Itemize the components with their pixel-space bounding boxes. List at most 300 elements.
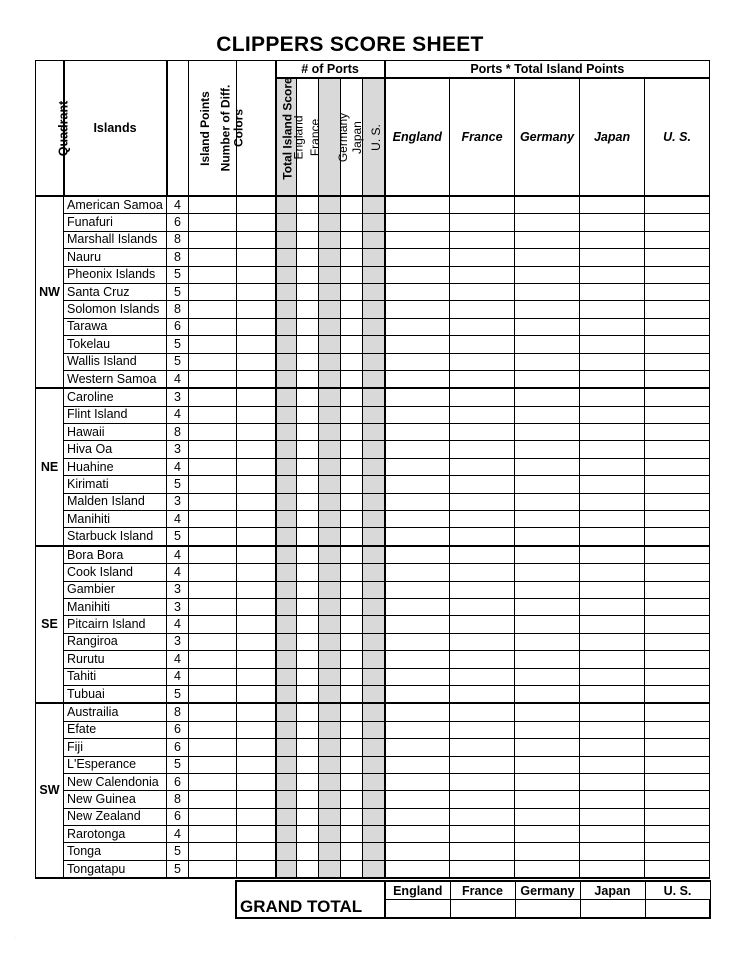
score-cell-england[interactable] — [385, 370, 450, 388]
ports-cell-u-s[interactable] — [363, 791, 385, 808]
score-cell-england[interactable] — [385, 685, 450, 703]
score-cell-england[interactable] — [385, 598, 450, 615]
score-cell-germany[interactable] — [515, 616, 580, 633]
score-cell-u-s[interactable] — [645, 476, 710, 493]
diff-colors-cell[interactable] — [189, 739, 237, 756]
score-cell-japan[interactable] — [580, 843, 645, 860]
score-cell-england[interactable] — [385, 353, 450, 370]
score-cell-u-s[interactable] — [645, 231, 710, 248]
total-island-score-cell[interactable] — [237, 196, 276, 214]
score-cell-germany[interactable] — [515, 406, 580, 423]
ports-cell-england[interactable] — [276, 739, 297, 756]
ports-cell-france[interactable] — [297, 283, 319, 300]
score-cell-u-s[interactable] — [645, 843, 710, 860]
score-cell-england[interactable] — [385, 424, 450, 441]
total-island-score-cell[interactable] — [237, 406, 276, 423]
score-cell-u-s[interactable] — [645, 703, 710, 721]
ports-cell-england[interactable] — [276, 406, 297, 423]
ports-cell-u-s[interactable] — [363, 424, 385, 441]
score-cell-england[interactable] — [385, 860, 450, 878]
score-cell-france[interactable] — [450, 441, 515, 458]
ports-cell-japan[interactable] — [341, 808, 363, 825]
score-cell-u-s[interactable] — [645, 249, 710, 266]
score-cell-england[interactable] — [385, 703, 450, 721]
ports-cell-u-s[interactable] — [363, 231, 385, 248]
ports-cell-france[interactable] — [297, 773, 319, 790]
ports-cell-japan[interactable] — [341, 685, 363, 703]
ports-cell-england[interactable] — [276, 633, 297, 650]
total-island-score-cell[interactable] — [237, 231, 276, 248]
ports-cell-germany[interactable] — [319, 633, 341, 650]
ports-cell-england[interactable] — [276, 441, 297, 458]
ports-cell-japan[interactable] — [341, 860, 363, 878]
score-cell-england[interactable] — [385, 301, 450, 318]
ports-cell-england[interactable] — [276, 773, 297, 790]
total-island-score-cell[interactable] — [237, 668, 276, 685]
ports-cell-france[interactable] — [297, 424, 319, 441]
grand-total-cell-england[interactable] — [385, 900, 450, 919]
ports-cell-england[interactable] — [276, 721, 297, 738]
score-cell-germany[interactable] — [515, 633, 580, 650]
ports-cell-france[interactable] — [297, 370, 319, 388]
ports-cell-france[interactable] — [297, 249, 319, 266]
total-island-score-cell[interactable] — [237, 441, 276, 458]
diff-colors-cell[interactable] — [189, 651, 237, 668]
ports-cell-england[interactable] — [276, 266, 297, 283]
ports-cell-england[interactable] — [276, 476, 297, 493]
ports-cell-germany[interactable] — [319, 441, 341, 458]
score-cell-france[interactable] — [450, 546, 515, 564]
score-cell-japan[interactable] — [580, 214, 645, 231]
score-cell-u-s[interactable] — [645, 196, 710, 214]
score-cell-england[interactable] — [385, 476, 450, 493]
ports-cell-germany[interactable] — [319, 214, 341, 231]
ports-cell-japan[interactable] — [341, 301, 363, 318]
score-cell-japan[interactable] — [580, 231, 645, 248]
ports-cell-france[interactable] — [297, 458, 319, 475]
diff-colors-cell[interactable] — [189, 703, 237, 721]
ports-cell-japan[interactable] — [341, 196, 363, 214]
score-cell-u-s[interactable] — [645, 860, 710, 878]
score-cell-germany[interactable] — [515, 546, 580, 564]
ports-cell-japan[interactable] — [341, 721, 363, 738]
ports-cell-germany[interactable] — [319, 721, 341, 738]
score-cell-u-s[interactable] — [645, 598, 710, 615]
diff-colors-cell[interactable] — [189, 476, 237, 493]
ports-cell-england[interactable] — [276, 685, 297, 703]
total-island-score-cell[interactable] — [237, 283, 276, 300]
score-cell-germany[interactable] — [515, 476, 580, 493]
score-cell-u-s[interactable] — [645, 564, 710, 581]
score-cell-england[interactable] — [385, 214, 450, 231]
ports-cell-france[interactable] — [297, 441, 319, 458]
score-cell-japan[interactable] — [580, 598, 645, 615]
score-cell-u-s[interactable] — [645, 808, 710, 825]
ports-cell-france[interactable] — [297, 598, 319, 615]
score-cell-u-s[interactable] — [645, 739, 710, 756]
ports-cell-japan[interactable] — [341, 564, 363, 581]
diff-colors-cell[interactable] — [189, 441, 237, 458]
score-cell-france[interactable] — [450, 616, 515, 633]
ports-cell-germany[interactable] — [319, 668, 341, 685]
ports-cell-germany[interactable] — [319, 249, 341, 266]
ports-cell-england[interactable] — [276, 791, 297, 808]
ports-cell-u-s[interactable] — [363, 196, 385, 214]
score-cell-germany[interactable] — [515, 685, 580, 703]
ports-cell-france[interactable] — [297, 633, 319, 650]
score-cell-france[interactable] — [450, 511, 515, 528]
score-cell-japan[interactable] — [580, 301, 645, 318]
score-cell-u-s[interactable] — [645, 633, 710, 650]
score-cell-france[interactable] — [450, 773, 515, 790]
score-cell-japan[interactable] — [580, 353, 645, 370]
ports-cell-japan[interactable] — [341, 266, 363, 283]
ports-cell-france[interactable] — [297, 564, 319, 581]
ports-cell-u-s[interactable] — [363, 511, 385, 528]
ports-cell-u-s[interactable] — [363, 564, 385, 581]
ports-cell-england[interactable] — [276, 424, 297, 441]
total-island-score-cell[interactable] — [237, 528, 276, 546]
score-cell-germany[interactable] — [515, 860, 580, 878]
ports-cell-germany[interactable] — [319, 564, 341, 581]
diff-colors-cell[interactable] — [189, 581, 237, 598]
score-cell-germany[interactable] — [515, 301, 580, 318]
total-island-score-cell[interactable] — [237, 353, 276, 370]
score-cell-u-s[interactable] — [645, 581, 710, 598]
ports-cell-germany[interactable] — [319, 616, 341, 633]
ports-cell-france[interactable] — [297, 685, 319, 703]
score-cell-france[interactable] — [450, 528, 515, 546]
score-cell-germany[interactable] — [515, 773, 580, 790]
diff-colors-cell[interactable] — [189, 860, 237, 878]
total-island-score-cell[interactable] — [237, 318, 276, 335]
ports-cell-france[interactable] — [297, 318, 319, 335]
ports-cell-u-s[interactable] — [363, 301, 385, 318]
ports-cell-germany[interactable] — [319, 826, 341, 843]
score-cell-japan[interactable] — [580, 739, 645, 756]
ports-cell-u-s[interactable] — [363, 651, 385, 668]
score-cell-japan[interactable] — [580, 511, 645, 528]
diff-colors-cell[interactable] — [189, 528, 237, 546]
score-cell-germany[interactable] — [515, 424, 580, 441]
ports-cell-u-s[interactable] — [363, 581, 385, 598]
ports-cell-japan[interactable] — [341, 424, 363, 441]
score-cell-germany[interactable] — [515, 721, 580, 738]
score-cell-japan[interactable] — [580, 826, 645, 843]
ports-cell-germany[interactable] — [319, 266, 341, 283]
ports-cell-germany[interactable] — [319, 791, 341, 808]
total-island-score-cell[interactable] — [237, 685, 276, 703]
ports-cell-england[interactable] — [276, 843, 297, 860]
score-cell-germany[interactable] — [515, 668, 580, 685]
score-cell-japan[interactable] — [580, 336, 645, 353]
ports-cell-france[interactable] — [297, 581, 319, 598]
ports-cell-germany[interactable] — [319, 301, 341, 318]
total-island-score-cell[interactable] — [237, 860, 276, 878]
ports-cell-germany[interactable] — [319, 685, 341, 703]
ports-cell-france[interactable] — [297, 616, 319, 633]
score-cell-japan[interactable] — [580, 318, 645, 335]
grand-total-cell-france[interactable] — [450, 900, 515, 919]
ports-cell-japan[interactable] — [341, 511, 363, 528]
total-island-score-cell[interactable] — [237, 791, 276, 808]
score-cell-germany[interactable] — [515, 808, 580, 825]
diff-colors-cell[interactable] — [189, 214, 237, 231]
ports-cell-france[interactable] — [297, 196, 319, 214]
score-cell-france[interactable] — [450, 266, 515, 283]
score-cell-england[interactable] — [385, 318, 450, 335]
score-cell-germany[interactable] — [515, 493, 580, 510]
ports-cell-u-s[interactable] — [363, 493, 385, 510]
ports-cell-france[interactable] — [297, 528, 319, 546]
ports-cell-japan[interactable] — [341, 633, 363, 650]
diff-colors-cell[interactable] — [189, 756, 237, 773]
score-cell-japan[interactable] — [580, 458, 645, 475]
diff-colors-cell[interactable] — [189, 511, 237, 528]
diff-colors-cell[interactable] — [189, 424, 237, 441]
ports-cell-germany[interactable] — [319, 283, 341, 300]
ports-cell-england[interactable] — [276, 808, 297, 825]
ports-cell-germany[interactable] — [319, 196, 341, 214]
ports-cell-england[interactable] — [276, 388, 297, 406]
ports-cell-germany[interactable] — [319, 598, 341, 615]
ports-cell-england[interactable] — [276, 231, 297, 248]
score-cell-u-s[interactable] — [645, 370, 710, 388]
score-cell-germany[interactable] — [515, 756, 580, 773]
score-cell-england[interactable] — [385, 493, 450, 510]
score-cell-u-s[interactable] — [645, 214, 710, 231]
ports-cell-japan[interactable] — [341, 370, 363, 388]
score-cell-france[interactable] — [450, 791, 515, 808]
total-island-score-cell[interactable] — [237, 739, 276, 756]
score-cell-japan[interactable] — [580, 860, 645, 878]
score-cell-u-s[interactable] — [645, 388, 710, 406]
ports-cell-england[interactable] — [276, 196, 297, 214]
ports-cell-u-s[interactable] — [363, 756, 385, 773]
ports-cell-england[interactable] — [276, 546, 297, 564]
score-cell-japan[interactable] — [580, 703, 645, 721]
score-cell-france[interactable] — [450, 598, 515, 615]
score-cell-england[interactable] — [385, 668, 450, 685]
score-cell-france[interactable] — [450, 388, 515, 406]
diff-colors-cell[interactable] — [189, 791, 237, 808]
score-cell-france[interactable] — [450, 685, 515, 703]
diff-colors-cell[interactable] — [189, 301, 237, 318]
score-cell-england[interactable] — [385, 721, 450, 738]
diff-colors-cell[interactable] — [189, 336, 237, 353]
score-cell-france[interactable] — [450, 458, 515, 475]
total-island-score-cell[interactable] — [237, 721, 276, 738]
total-island-score-cell[interactable] — [237, 564, 276, 581]
ports-cell-u-s[interactable] — [363, 266, 385, 283]
ports-cell-u-s[interactable] — [363, 318, 385, 335]
score-cell-germany[interactable] — [515, 318, 580, 335]
score-cell-germany[interactable] — [515, 843, 580, 860]
score-cell-england[interactable] — [385, 843, 450, 860]
score-cell-japan[interactable] — [580, 791, 645, 808]
total-island-score-cell[interactable] — [237, 703, 276, 721]
ports-cell-germany[interactable] — [319, 860, 341, 878]
score-cell-france[interactable] — [450, 370, 515, 388]
ports-cell-japan[interactable] — [341, 406, 363, 423]
ports-cell-japan[interactable] — [341, 476, 363, 493]
ports-cell-england[interactable] — [276, 318, 297, 335]
score-cell-japan[interactable] — [580, 756, 645, 773]
score-cell-germany[interactable] — [515, 564, 580, 581]
score-cell-england[interactable] — [385, 791, 450, 808]
grand-total-cell-japan[interactable] — [580, 900, 645, 919]
ports-cell-u-s[interactable] — [363, 808, 385, 825]
score-cell-france[interactable] — [450, 493, 515, 510]
ports-cell-japan[interactable] — [341, 703, 363, 721]
ports-cell-u-s[interactable] — [363, 598, 385, 615]
ports-cell-japan[interactable] — [341, 528, 363, 546]
ports-cell-u-s[interactable] — [363, 528, 385, 546]
ports-cell-u-s[interactable] — [363, 703, 385, 721]
score-cell-france[interactable] — [450, 860, 515, 878]
ports-cell-england[interactable] — [276, 598, 297, 615]
ports-cell-england[interactable] — [276, 249, 297, 266]
score-cell-england[interactable] — [385, 441, 450, 458]
ports-cell-england[interactable] — [276, 860, 297, 878]
ports-cell-japan[interactable] — [341, 616, 363, 633]
score-cell-germany[interactable] — [515, 283, 580, 300]
score-cell-england[interactable] — [385, 266, 450, 283]
ports-cell-japan[interactable] — [341, 458, 363, 475]
score-cell-france[interactable] — [450, 196, 515, 214]
total-island-score-cell[interactable] — [237, 424, 276, 441]
score-cell-france[interactable] — [450, 318, 515, 335]
ports-cell-germany[interactable] — [319, 353, 341, 370]
score-cell-germany[interactable] — [515, 214, 580, 231]
score-cell-england[interactable] — [385, 739, 450, 756]
ports-cell-england[interactable] — [276, 581, 297, 598]
score-cell-u-s[interactable] — [645, 616, 710, 633]
ports-cell-japan[interactable] — [341, 214, 363, 231]
score-cell-japan[interactable] — [580, 370, 645, 388]
ports-cell-france[interactable] — [297, 336, 319, 353]
score-cell-england[interactable] — [385, 756, 450, 773]
score-cell-england[interactable] — [385, 528, 450, 546]
ports-cell-u-s[interactable] — [363, 773, 385, 790]
ports-cell-germany[interactable] — [319, 336, 341, 353]
score-cell-u-s[interactable] — [645, 546, 710, 564]
diff-colors-cell[interactable] — [189, 370, 237, 388]
score-cell-u-s[interactable] — [645, 651, 710, 668]
score-cell-france[interactable] — [450, 424, 515, 441]
diff-colors-cell[interactable] — [189, 196, 237, 214]
score-cell-germany[interactable] — [515, 441, 580, 458]
ports-cell-japan[interactable] — [341, 336, 363, 353]
score-cell-england[interactable] — [385, 458, 450, 475]
total-island-score-cell[interactable] — [237, 266, 276, 283]
score-cell-japan[interactable] — [580, 476, 645, 493]
score-cell-u-s[interactable] — [645, 493, 710, 510]
score-cell-germany[interactable] — [515, 388, 580, 406]
ports-cell-france[interactable] — [297, 651, 319, 668]
ports-cell-france[interactable] — [297, 406, 319, 423]
ports-cell-france[interactable] — [297, 808, 319, 825]
ports-cell-japan[interactable] — [341, 756, 363, 773]
score-cell-u-s[interactable] — [645, 318, 710, 335]
ports-cell-germany[interactable] — [319, 546, 341, 564]
diff-colors-cell[interactable] — [189, 773, 237, 790]
ports-cell-germany[interactable] — [319, 424, 341, 441]
total-island-score-cell[interactable] — [237, 493, 276, 510]
diff-colors-cell[interactable] — [189, 843, 237, 860]
ports-cell-england[interactable] — [276, 214, 297, 231]
diff-colors-cell[interactable] — [189, 668, 237, 685]
score-cell-france[interactable] — [450, 756, 515, 773]
ports-cell-japan[interactable] — [341, 353, 363, 370]
score-cell-france[interactable] — [450, 633, 515, 650]
score-cell-japan[interactable] — [580, 581, 645, 598]
ports-cell-germany[interactable] — [319, 756, 341, 773]
ports-cell-england[interactable] — [276, 756, 297, 773]
score-cell-france[interactable] — [450, 214, 515, 231]
ports-cell-france[interactable] — [297, 843, 319, 860]
ports-cell-france[interactable] — [297, 668, 319, 685]
score-cell-france[interactable] — [450, 651, 515, 668]
score-cell-france[interactable] — [450, 721, 515, 738]
score-cell-japan[interactable] — [580, 196, 645, 214]
ports-cell-japan[interactable] — [341, 668, 363, 685]
score-cell-france[interactable] — [450, 231, 515, 248]
ports-cell-germany[interactable] — [319, 843, 341, 860]
score-cell-japan[interactable] — [580, 546, 645, 564]
ports-cell-england[interactable] — [276, 353, 297, 370]
total-island-score-cell[interactable] — [237, 511, 276, 528]
total-island-score-cell[interactable] — [237, 581, 276, 598]
diff-colors-cell[interactable] — [189, 458, 237, 475]
ports-cell-japan[interactable] — [341, 826, 363, 843]
total-island-score-cell[interactable] — [237, 843, 276, 860]
score-cell-england[interactable] — [385, 511, 450, 528]
ports-cell-u-s[interactable] — [363, 370, 385, 388]
ports-cell-germany[interactable] — [319, 318, 341, 335]
score-cell-germany[interactable] — [515, 458, 580, 475]
diff-colors-cell[interactable] — [189, 721, 237, 738]
score-cell-u-s[interactable] — [645, 668, 710, 685]
score-cell-england[interactable] — [385, 546, 450, 564]
ports-cell-germany[interactable] — [319, 388, 341, 406]
score-cell-england[interactable] — [385, 581, 450, 598]
score-cell-germany[interactable] — [515, 249, 580, 266]
diff-colors-cell[interactable] — [189, 633, 237, 650]
score-cell-england[interactable] — [385, 651, 450, 668]
ports-cell-france[interactable] — [297, 231, 319, 248]
diff-colors-cell[interactable] — [189, 353, 237, 370]
ports-cell-u-s[interactable] — [363, 826, 385, 843]
ports-cell-germany[interactable] — [319, 231, 341, 248]
score-cell-france[interactable] — [450, 283, 515, 300]
diff-colors-cell[interactable] — [189, 283, 237, 300]
score-cell-u-s[interactable] — [645, 458, 710, 475]
total-island-score-cell[interactable] — [237, 598, 276, 615]
ports-cell-u-s[interactable] — [363, 388, 385, 406]
score-cell-france[interactable] — [450, 301, 515, 318]
score-cell-france[interactable] — [450, 826, 515, 843]
score-cell-japan[interactable] — [580, 808, 645, 825]
ports-cell-japan[interactable] — [341, 546, 363, 564]
score-cell-u-s[interactable] — [645, 756, 710, 773]
score-cell-france[interactable] — [450, 476, 515, 493]
score-cell-germany[interactable] — [515, 528, 580, 546]
ports-cell-france[interactable] — [297, 546, 319, 564]
score-cell-france[interactable] — [450, 739, 515, 756]
score-cell-germany[interactable] — [515, 581, 580, 598]
ports-cell-england[interactable] — [276, 301, 297, 318]
